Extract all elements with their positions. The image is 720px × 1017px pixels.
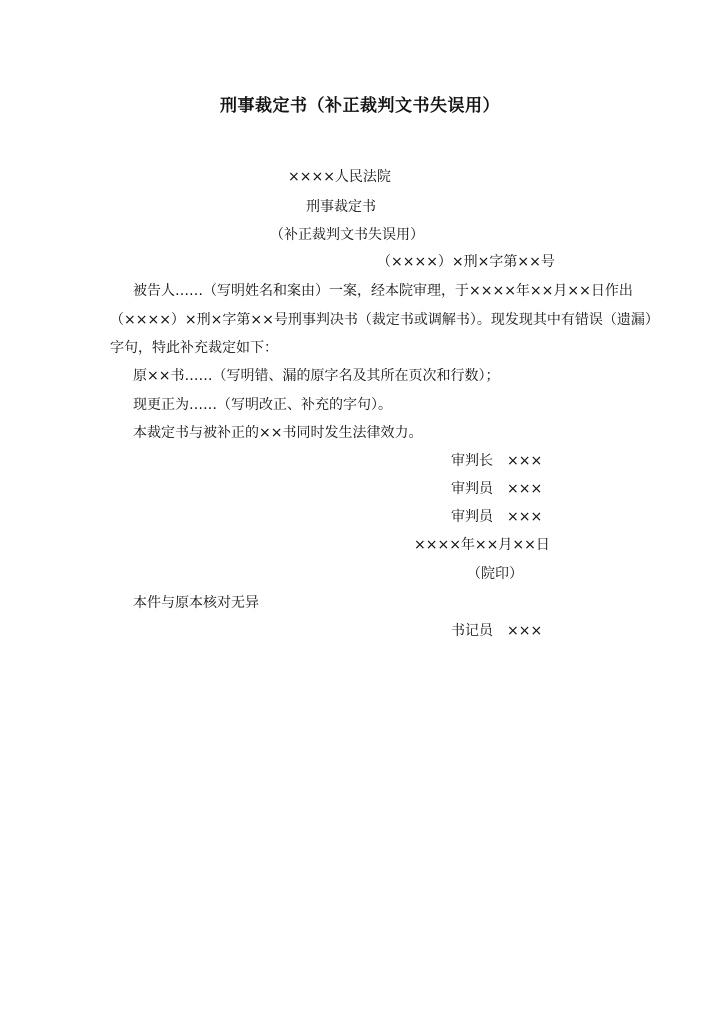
judge-signature-2: 审判员 ×××: [451, 509, 543, 525]
ruling-date: ××××年××月××日: [414, 537, 550, 553]
document-type: 刑事裁定书: [306, 199, 376, 215]
court-seal: （院印）: [467, 566, 523, 582]
body-paragraph-4: 本裁定书与被补正的××书同时发生法律效力。: [133, 425, 423, 441]
document-title: 刑事裁定书（补正裁判文书失误用）: [220, 96, 500, 116]
body-paragraph-2: 原××书……（写明错、漏的原字名及其所在页次和行数）；: [133, 368, 500, 384]
judge-signature-1: 审判员 ×××: [451, 481, 543, 497]
body-paragraph-1-line-2: （××××）×刑×字第××号刑事判决书（裁定书或调解书）。现发现其中有错误（遗漏）: [110, 312, 659, 328]
court-name: ××××人民法院: [288, 169, 391, 185]
verification-note: 本件与原本核对无异: [133, 595, 259, 611]
body-paragraph-1-line-3: 字句，特此补充裁定如下：: [110, 340, 278, 356]
body-paragraph-1-line-1: 被告人……（写明姓名和案由）一案，经本院审理，于××××年××月××日作出: [133, 283, 633, 299]
clerk-signature: 书记员 ×××: [451, 623, 543, 639]
chief-judge-signature: 审判长 ×××: [451, 453, 543, 469]
case-number: （××××）×刑×字第××号: [377, 254, 555, 270]
body-paragraph-3: 现更正为……（写明改正、补充的字句）。: [133, 397, 392, 413]
document-subtype: （补正裁判文书失误用）: [270, 227, 424, 243]
